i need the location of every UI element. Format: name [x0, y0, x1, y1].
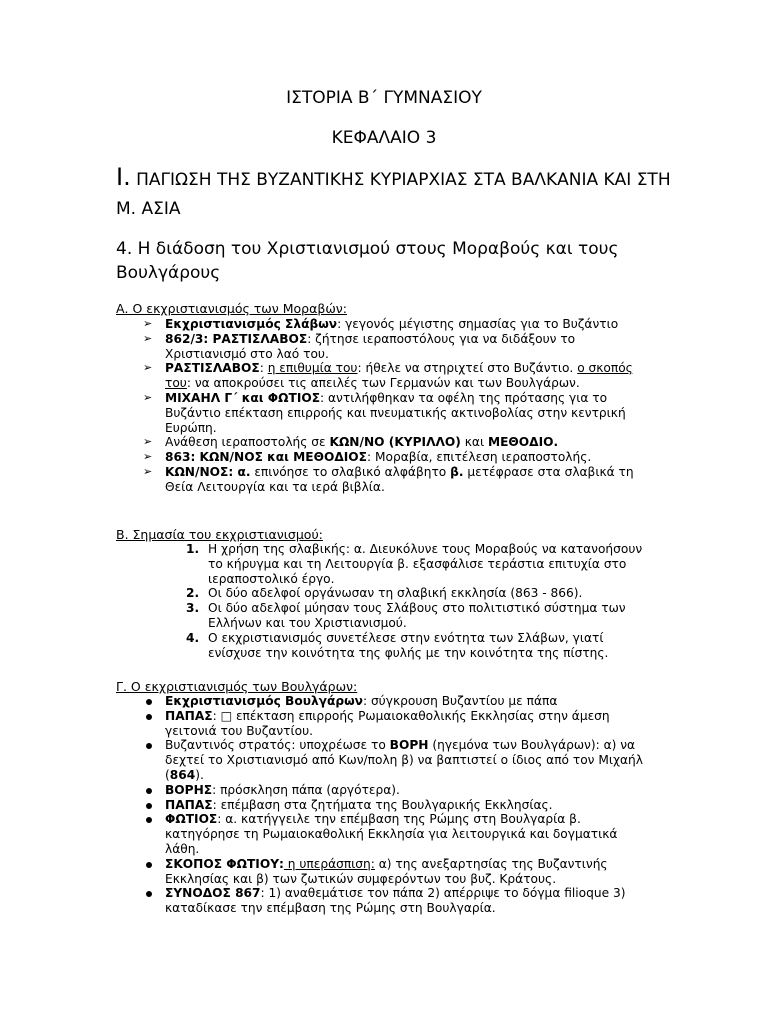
subsection-a-list — [143, 317, 653, 495]
bullet-dot-icon — [146, 699, 152, 705]
part-title: ΠΑΓΙΩΣΗ ΤΗΣ ΒΥΖΑΝΤΙΚΗΣ ΚΥΡΙΑΡΧΙΑΣ ΣΤΑ ΒΑΛΚΑΝΙΑ ΚΑΙ ΣΤΗ Μ. ΑΣΙΑ — [116, 170, 671, 219]
chapter-title: ΚΕΦΑΛΑΙΟ 3 — [331, 128, 437, 148]
list-item: ΣΚΟΠΟΣ ΦΩΤΙΟΥ: η υπεράσπιση: α) της ανεξαρτησίας της Βυζαντινής Εκκλησίας και β) των ζωτικών συμφερόντων του βυζ. Κράτους. — [143, 857, 653, 887]
list-item: 3. Οι δύο αδελφοί μύησαν τους Σλάβους στο πολιτιστικό σύστημα των Ελλήνων και του Χριστιανισμού. — [186, 601, 626, 630]
list-item: ➢ Ανάθεση ιεραποστολής σε ΚΩΝ/ΝΟ (ΚΥΡΙΛΛΟ) και ΜΕΘΟΔΙΟ. — [143, 435, 559, 450]
bullet-dot-icon — [146, 714, 152, 720]
list-item: ΣΥΝΟΔΟΣ 867: 1) αναθεμάτισε τον πάπα 2) απέρριψε το δόγμα filioque 3) καταδίκασε την επέμβαση της Ρώμης στη Βουλγαρία. — [143, 886, 653, 916]
list-item: 2. Οι δύο αδελφοί οργάνωσαν τη σλαβική εκκλησία (863 - 866). — [186, 586, 583, 601]
arrow-bullet-icon: ➢ — [143, 464, 153, 478]
document-title: ΙΣΤΟΡΙΑ Β΄ ΓΥΜΝΑΣΙΟΥ — [286, 88, 482, 108]
list-item: Εκχριστιανισμός Βουλγάρων: σύγκρουση Βυζαντίου με πάπα — [143, 694, 653, 709]
bullet-dot-icon — [146, 891, 152, 897]
arrow-bullet-icon: ➢ — [143, 361, 153, 375]
list-item: ΦΩΤΙΟΣ: α. κατήγγειλε την επέμβαση της Ρώμης στη Βουλγαρία β. κατηγόρησε τη Ρωμαιοκαθολική Εκκλησία για λειτουργικά και δογματικά λάθη. — [143, 812, 653, 856]
list-item: ➢ 863: ΚΩΝ/ΝΟΣ και ΜΕΘΟΔΙΟΣ: Μοραβία, επιτέλεση ιεραποστολής. — [143, 450, 592, 465]
arrow-bullet-icon: ➢ — [143, 317, 153, 330]
list-item: ➢ ΡΑΣΤΙΣΛΑΒΟΣ: η επιθυμία του: ήθελε να στηριχτεί στο Βυζάντιο. ο σκοπός του: να αποκρούσει τις απειλές των Γερμανών και των Βουλγάρων. — [143, 361, 633, 391]
part-heading — [116, 163, 676, 224]
list-item: ΠΑΠΑΣ: επέμβαση στα ζητήματα της Βουλγαρικής Εκκλησίας. — [143, 798, 653, 813]
arrow-bullet-icon: ➢ — [143, 450, 153, 464]
list-item: ➢ 862/3: ΡΑΣΤΙΣΛΑΒΟΣ: ζήτησε ιεραποστόλους για να διδάξουν το Χριστιανισμό στο λαό του. — [143, 331, 576, 361]
subsection-c-list — [143, 694, 653, 916]
section-title: 4. Η διάδοση του Χριστιανισμού στους Μοραβούς και τους Βουλγάρους — [116, 239, 619, 283]
list-item: ➢ ΜΙΧΑΗΛ Γ΄ και ΦΩΤΙΟΣ: αντιλήφθηκαν τα οφέλη της πρότασης για το Βυζάντιο επέκταση επιρροής και πνευματικής ακτινοβολίας στην κεντρική Ευρώπη. — [143, 390, 626, 435]
subsection-a-heading: Α. Ο εκχριστιανισμός των Μοραβών: — [116, 301, 347, 316]
arrow-bullet-icon: ➢ — [143, 331, 153, 345]
list-item: ΒΟΡΗΣ: πρόσκληση πάπα (αργότερα). — [143, 783, 653, 798]
bullet-dot-icon — [146, 862, 152, 868]
subsection-b-heading: Β. Σημασία του εκχριστιανισμού: — [116, 527, 323, 542]
list-item: ➢ Εκχριστιανισμός Σλάβων: γεγονός μέγιστης σημασίας για το Βυζάντιο — [143, 317, 619, 331]
list-item: 1. Η χρήση της σλαβικής: α. Διευκόλυνε τους Μοραβούς να κατανοήσουν το κήρυγμα και τη Λειτουργία β. εξασφάλισε τεράστια επιτυχία στο ιεραποστολικό έργο. — [186, 542, 643, 586]
list-item: Βυζαντινός στρατός: υποχρέωσε το ΒΟΡΗ (ηγεμόνα των Βουλγάρων): α) να δεχτεί το Χριστιανισμό από Κων/πολη β) να βαπτιστεί ο ίδιος από τον Μιχαήλ (864). — [143, 738, 653, 782]
bullet-dot-icon — [146, 817, 152, 823]
bullet-dot-icon — [146, 743, 152, 749]
bullet-dot-icon — [146, 788, 152, 794]
arrow-bullet-icon: ➢ — [143, 390, 153, 404]
arrow-bullet-icon: ➢ — [143, 435, 153, 449]
list-item: ➢ ΚΩΝ/ΝΟΣ: α. επινόησε το σλαβικό αλφάβητο β. μετέφρασε στα σλαβικά τη Θεία Λειτουργία και τα ιερά βιβλία. — [143, 464, 634, 494]
subsection-c-heading: Γ. Ο εκχριστιανισμός των Βουλγάρων: — [116, 679, 358, 694]
subsection-b-list — [186, 542, 656, 660]
list-item: 4. Ο εκχριστιανισμός συνετέλεσε στην ενότητα των Σλάβων, γιατί ενίσχυσε την κοινότητα της φυλής με την κοινότητα της πίστης. — [186, 630, 609, 660]
bullet-dot-icon — [146, 803, 152, 809]
list-item: ΠΑΠΑΣ: □ επέκταση επιρροής Ρωμαιοκαθολικής Εκκλησίας στην άμεση γειτονιά του Βυζαντίου. — [143, 709, 653, 739]
part-number: Ι. — [116, 163, 131, 191]
